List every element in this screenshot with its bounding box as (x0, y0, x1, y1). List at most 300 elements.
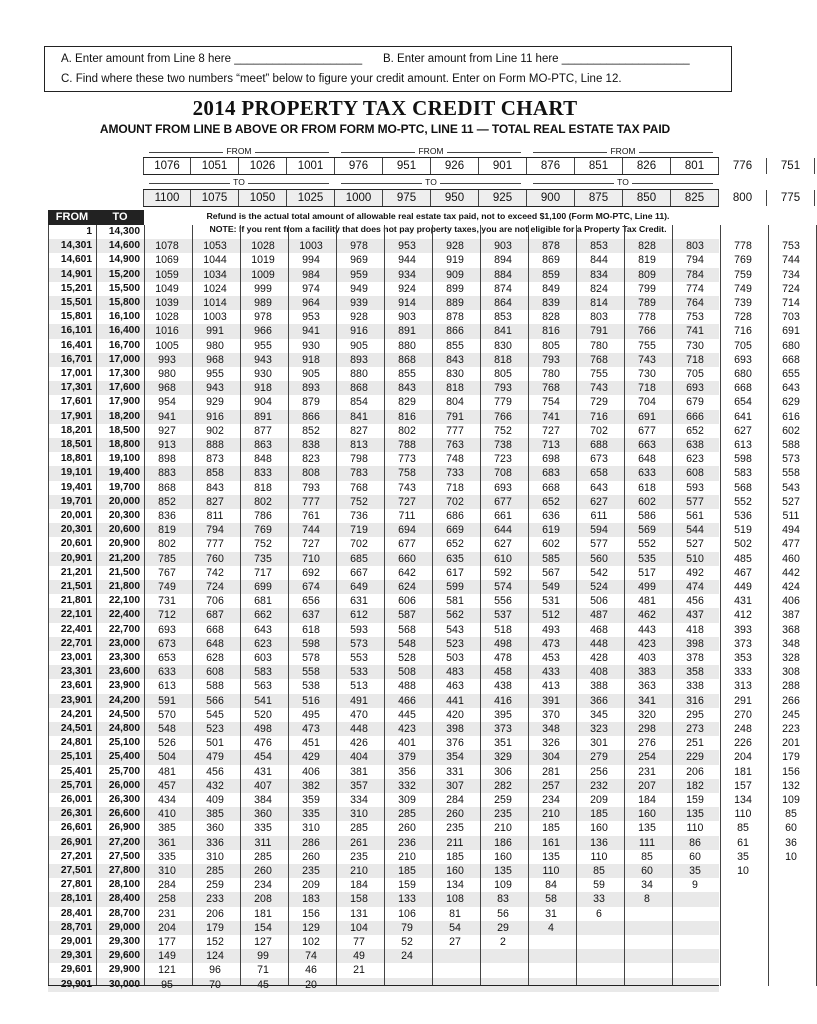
credit-cell: 749 (158, 581, 176, 593)
column-to-value: 775 (767, 190, 815, 206)
credit-cell: 618 (638, 481, 656, 494)
row-from-value: 23,901 (60, 694, 92, 706)
credit-cell: 704 (638, 396, 656, 409)
credit-cell: 354 (446, 751, 464, 764)
credit-cell: 829 (398, 396, 416, 409)
credit-cell: 473 (542, 637, 560, 650)
credit-cell: 827 (206, 495, 224, 508)
credit-cell: 186 (494, 836, 512, 849)
credit-cell: 481 (158, 765, 176, 778)
instruction-c: C. Find where these two numbers “meet” below to figure your credit amount. Enter on Form MO-PTC, Line 12. (61, 73, 622, 85)
credit-cell: 416 (494, 694, 512, 707)
credit-cell: 673 (158, 637, 176, 650)
row-to-value: 23,900 (108, 680, 140, 692)
credit-cell: 458 (494, 666, 512, 679)
row-to-value: 26,300 (108, 794, 140, 805)
credit-cell: 273 (686, 723, 704, 735)
credit-cell: 566 (206, 694, 224, 707)
credit-cell: 780 (542, 368, 560, 380)
credit-cell: 577 (590, 538, 608, 551)
credit-cell: 558 (782, 467, 800, 480)
credit-cell: 602 (638, 495, 656, 508)
credit-cell: 880 (350, 368, 368, 380)
credit-cell: 738 (494, 439, 512, 451)
row-from-value: 19,701 (60, 495, 92, 507)
credit-cell: 702 (590, 424, 608, 437)
credit-cell: 930 (254, 368, 272, 380)
column-to-row (143, 189, 801, 207)
row-to-header: TO (112, 211, 128, 223)
credit-cell: 924 (398, 282, 416, 295)
credit-cell: 1028 (251, 240, 275, 253)
credit-cell: 560 (590, 552, 608, 565)
credit-cell: 919 (446, 254, 464, 267)
credit-cell: 652 (542, 495, 560, 508)
row-from-value: 26,001 (60, 794, 92, 805)
credit-cell: 780 (590, 339, 608, 352)
credit-cell: 135 (494, 865, 512, 877)
credit-cell: 693 (494, 481, 512, 494)
row-from-value: 28,101 (60, 893, 92, 905)
credit-cell: 418 (686, 623, 704, 636)
credit-cell: 85 (737, 822, 749, 835)
credit-cell: 223 (782, 723, 800, 735)
credit-cell: 593 (350, 623, 368, 636)
row-to-value: 24,200 (108, 694, 140, 706)
credit-cell: 663 (638, 439, 656, 451)
credit-cell: 843 (446, 353, 464, 366)
credit-cell: 159 (398, 879, 416, 892)
credit-cell: 102 (302, 936, 320, 948)
credit-cell: 391 (542, 694, 560, 707)
credit-cell: 803 (590, 311, 608, 324)
credit-cell: 260 (446, 808, 464, 821)
credit-cell: 827 (350, 424, 368, 437)
credit-cell: 523 (446, 637, 464, 650)
credit-cell: 1005 (155, 339, 179, 352)
credit-cell: 256 (590, 765, 608, 778)
credit-cell: 348 (542, 723, 560, 735)
credit-cell: 157 (734, 779, 752, 792)
credit-cell: 508 (398, 666, 416, 679)
credit-cell: 808 (302, 467, 320, 480)
credit-cell: 718 (446, 481, 464, 494)
credit-cell: 494 (782, 524, 800, 537)
credit-cell: 328 (782, 652, 800, 664)
credit-cell: 916 (206, 410, 224, 423)
credit-cell: 111 (638, 836, 656, 849)
credit-cell: 637 (302, 609, 320, 622)
row-from-value: 15,501 (60, 297, 92, 308)
credit-cell: 794 (686, 254, 704, 267)
row-from-value: 17,001 (60, 368, 92, 379)
credit-cell: 783 (350, 467, 368, 480)
credit-cell: 929 (206, 396, 224, 409)
credit-cell: 136 (590, 836, 608, 849)
credit-cell: 502 (734, 538, 752, 551)
credit-cell: 285 (254, 850, 272, 863)
credit-cell: 10 (785, 850, 797, 863)
credit-cell: 902 (206, 424, 224, 437)
credit-cell: 927 (158, 424, 176, 437)
column-to-value: 1100 (143, 190, 191, 206)
credit-cell: 702 (446, 495, 464, 508)
column-from-row (143, 157, 801, 175)
credit-cell: 182 (686, 779, 704, 792)
credit-cell: 466 (398, 694, 416, 707)
credit-cell: 307 (446, 779, 464, 792)
credit-cell: 853 (494, 311, 512, 324)
credit-cell: 420 (446, 708, 464, 721)
to-label: TO (230, 177, 248, 187)
column-separator (48, 225, 49, 986)
column-separator (576, 225, 577, 986)
credit-cell: 641 (734, 410, 752, 423)
credit-cell: 944 (398, 254, 416, 267)
credit-cell: 437 (686, 609, 704, 622)
credit-cell: 456 (206, 765, 224, 778)
credit-cell: 360 (206, 822, 224, 835)
row-from-value: 28,701 (60, 921, 92, 933)
credit-cell: 516 (302, 694, 320, 707)
credit-cell: 864 (494, 297, 512, 309)
credit-cell: 408 (590, 666, 608, 679)
credit-cell: 868 (350, 382, 368, 395)
credit-cell: 85 (641, 850, 653, 863)
row-to-value: 23,300 (108, 652, 140, 663)
credit-cell: 457 (158, 779, 176, 792)
credit-cell: 556 (494, 595, 512, 608)
credit-cell: 855 (398, 368, 416, 380)
credit-cell: 629 (782, 396, 800, 409)
credit-cell: 913 (158, 439, 176, 451)
row-to-value: 18,500 (108, 424, 140, 436)
credit-cell: 855 (446, 339, 464, 352)
credit-cell: 257 (542, 779, 560, 792)
credit-cell: 677 (638, 424, 656, 437)
credit-cell: 953 (398, 240, 416, 253)
credit-cell: 768 (350, 481, 368, 494)
credit-cell: 852 (158, 495, 176, 508)
credit-cell: 398 (446, 723, 464, 735)
row-to-value: 20,000 (108, 495, 140, 507)
row-from-value: 17,601 (60, 396, 92, 408)
row-to-value: 29,900 (108, 964, 140, 976)
credit-cell: 693 (686, 382, 704, 395)
credit-cell: 135 (638, 822, 656, 835)
row-from-value: 24,801 (60, 737, 92, 749)
credit-cell: 85 (593, 865, 605, 877)
credit-cell: 914 (398, 297, 416, 309)
row-to-value: 29,000 (108, 921, 140, 933)
credit-cell: 384 (254, 794, 272, 806)
column-separator (528, 225, 529, 986)
credit-cell: 710 (302, 552, 320, 565)
credit-cell: 185 (590, 808, 608, 821)
credit-cell: 759 (734, 268, 752, 281)
credit-cell: 434 (158, 794, 176, 806)
column-to-value: 1075 (191, 190, 239, 206)
credit-cell: 727 (302, 538, 320, 551)
credit-cell: 703 (782, 311, 800, 324)
credit-cell: 705 (686, 368, 704, 380)
row-to-value: 17,600 (108, 382, 140, 394)
row-from-value: 29,901 (60, 978, 92, 990)
column-from-value: 876 (527, 158, 575, 174)
to-label-strip (143, 177, 719, 189)
row-to-value: 25,700 (108, 765, 140, 777)
credit-cell: 177 (158, 936, 176, 948)
credit-cell: 381 (350, 765, 368, 778)
to-label: TO (614, 177, 632, 187)
credit-cell: 84 (545, 879, 557, 892)
credit-cell: 612 (350, 609, 368, 622)
credit-cell: 483 (446, 666, 464, 679)
credit-cell: 403 (638, 652, 656, 664)
credit-cell: 211 (446, 836, 464, 849)
row-from-value: 25,101 (60, 751, 92, 763)
credit-cell: 791 (446, 410, 464, 423)
credit-cell: 799 (638, 282, 656, 295)
page-title: 2014 PROPERTY TAX CREDIT CHART (192, 96, 578, 120)
credit-cell: 613 (734, 439, 752, 451)
row-to-value: 22,100 (108, 595, 140, 607)
credit-cell: 491 (350, 694, 368, 707)
row-from-value: 20,901 (60, 552, 92, 564)
credit-cell: 258 (158, 893, 176, 906)
credit-cell: 99 (257, 950, 269, 963)
credit-cell: 874 (494, 282, 512, 295)
page-subtitle: AMOUNT FROM LINE B ABOVE OR FROM FORM MO-PTC, LINE 11 — TOTAL REAL ESTATE TAX PAID (99, 122, 671, 136)
credit-cell: 941 (158, 410, 176, 423)
credit-cell: 235 (350, 850, 368, 863)
credit-cell: 777 (446, 424, 464, 437)
credit-cell: 1069 (155, 254, 179, 267)
credit-cell: 179 (206, 921, 224, 934)
row-from-value: 23,601 (60, 680, 92, 692)
credit-cell: 1014 (203, 297, 227, 309)
credit-cell: 121 (158, 964, 176, 977)
row-to-value: 21,200 (108, 552, 140, 564)
column-from-value: 776 (719, 158, 767, 174)
credit-cell: 702 (350, 538, 368, 551)
credit-cell: 56 (497, 907, 509, 920)
credit-cell: 742 (206, 566, 224, 579)
credit-cell: 766 (638, 325, 656, 338)
row-from-value: 21,501 (60, 581, 92, 592)
credit-cell: 677 (398, 538, 416, 551)
credit-cell: 456 (686, 595, 704, 608)
credit-cell: 184 (350, 879, 368, 892)
row-to-value: 28,700 (108, 907, 140, 919)
credit-cell: 310 (302, 822, 320, 835)
credit-cell: 718 (638, 382, 656, 395)
credit-cell: 129 (302, 921, 320, 934)
column-separator (240, 225, 241, 986)
label-group (143, 177, 335, 187)
credit-cell: 438 (494, 680, 512, 693)
credit-cell: 1053 (203, 240, 227, 253)
credit-cell: 888 (206, 439, 224, 451)
credit-cell: 688 (590, 439, 608, 451)
credit-cell: 592 (494, 566, 512, 579)
credit-cell: 802 (254, 495, 272, 508)
credit-cell: 749 (734, 282, 752, 295)
credit-cell: 844 (590, 254, 608, 267)
credit-cell: 769 (254, 524, 272, 537)
credit-cell: 891 (398, 325, 416, 338)
credit-cell: 693 (158, 623, 176, 636)
credit-cell: 899 (446, 282, 464, 295)
credit-cell: 160 (590, 822, 608, 835)
credit-cell: 543 (446, 623, 464, 636)
credit-cell: 753 (782, 240, 800, 253)
credit-cell: 680 (782, 339, 800, 352)
credit-cell: 498 (254, 723, 272, 735)
credit-cell: 980 (206, 339, 224, 352)
credit-cell: 353 (734, 652, 752, 664)
credit-cell: 245 (782, 708, 800, 721)
credit-cell: 727 (398, 495, 416, 508)
credit-cell: 431 (734, 595, 752, 608)
credit-cell: 767 (158, 566, 176, 579)
row-to-value: 19,400 (108, 467, 140, 479)
credit-cell: 743 (638, 353, 656, 366)
credit-cell: 905 (302, 368, 320, 380)
row-from-value: 20,301 (60, 524, 92, 536)
credit-cell: 918 (302, 353, 320, 366)
credit-cell: 285 (206, 865, 224, 877)
credit-cell: 548 (158, 723, 176, 735)
row-to-value: 17,300 (108, 368, 140, 379)
credit-cell: 1003 (203, 311, 227, 324)
eligibility-note: NOTE: If you rent from a facility that does not pay property taxes, you are not eligible for a Property Tax Credit. (209, 224, 667, 234)
row-from-value: 22,101 (60, 609, 92, 621)
credit-cell: 777 (302, 495, 320, 508)
credit-cell: 868 (398, 353, 416, 366)
credit-cell: 627 (494, 538, 512, 551)
credit-cell: 406 (302, 765, 320, 778)
credit-cell: 260 (398, 822, 416, 835)
credit-cell: 313 (734, 680, 752, 693)
credit-cell: 916 (350, 325, 368, 338)
credit-cell: 413 (542, 680, 560, 693)
credit-cell: 382 (302, 779, 320, 792)
credit-cell: 10 (737, 865, 749, 877)
credit-cell: 1028 (155, 311, 179, 324)
credit-cell: 573 (350, 637, 368, 650)
credit-cell: 524 (590, 581, 608, 593)
credit-cell: 766 (494, 410, 512, 423)
credit-cell: 685 (350, 552, 368, 565)
credit-cell: 903 (494, 240, 512, 253)
row-from-value: 15,801 (60, 311, 92, 323)
credit-cell: 848 (254, 453, 272, 466)
credit-cell: 993 (158, 353, 176, 366)
credit-cell: 893 (350, 353, 368, 366)
credit-cell: 210 (494, 822, 512, 835)
credit-cell: 160 (446, 865, 464, 877)
credit-cell: 773 (398, 453, 416, 466)
credit-cell: 432 (206, 779, 224, 792)
credit-cell: 235 (302, 865, 320, 877)
credit-cell: 329 (494, 751, 512, 764)
row-from-value: 27,201 (60, 850, 92, 862)
credit-cell: 968 (158, 382, 176, 395)
credit-cell: 627 (734, 424, 752, 437)
credit-cell: 361 (158, 836, 176, 849)
credit-cell: 527 (686, 538, 704, 551)
credit-cell: 501 (206, 737, 224, 750)
column-separator (384, 225, 385, 986)
column-from-value: 826 (623, 158, 671, 174)
credit-cell: 1024 (203, 282, 227, 295)
credit-cell: 778 (734, 240, 752, 253)
credit-cell: 1044 (203, 254, 227, 267)
credit-cell: 234 (542, 794, 560, 806)
credit-cell: 727 (542, 424, 560, 437)
row-from-value: 18,201 (60, 424, 92, 436)
credit-cell: 134 (446, 879, 464, 892)
credit-cell: 658 (590, 467, 608, 480)
credit-cell: 955 (254, 339, 272, 352)
credit-cell: 284 (158, 879, 176, 892)
credit-cell: 652 (686, 424, 704, 437)
row-to-value: 25,400 (108, 751, 140, 763)
credit-cell: 231 (638, 765, 656, 778)
credit-cell: 741 (686, 325, 704, 338)
credit-cell: 789 (638, 297, 656, 309)
from-label: FROM (415, 146, 446, 156)
credit-cell: 644 (494, 524, 512, 537)
label-group (527, 146, 719, 156)
credit-cell: 755 (638, 339, 656, 352)
credit-cell: 793 (542, 353, 560, 366)
credit-cell: 568 (398, 623, 416, 636)
credit-cell: 968 (206, 353, 224, 366)
credit-cell: 891 (254, 410, 272, 423)
instructions-box (44, 46, 732, 92)
credit-cell: 769 (734, 254, 752, 267)
credit-cell: 713 (542, 439, 560, 451)
credit-cell: 969 (350, 254, 368, 267)
column-separator (432, 225, 433, 986)
credit-cell: 1059 (155, 268, 179, 281)
credit-cell: 481 (638, 595, 656, 608)
credit-cell: 616 (782, 410, 800, 423)
credit-cell: 229 (686, 751, 704, 764)
credit-cell: 288 (782, 680, 800, 693)
credit-cell: 991 (206, 325, 224, 338)
credit-cell: 185 (542, 822, 560, 835)
credit-cell: 823 (302, 453, 320, 466)
credit-cell: 135 (542, 850, 560, 863)
row-from-value: 27,501 (60, 865, 92, 876)
credit-cell: 563 (254, 680, 272, 693)
credit-cell: 594 (590, 524, 608, 537)
credit-cell: 635 (446, 552, 464, 565)
credit-cell: 552 (638, 538, 656, 551)
credit-cell: 585 (542, 552, 560, 565)
credit-cell: 608 (206, 666, 224, 679)
credit-cell: 608 (686, 467, 704, 480)
row-from-value: 24,201 (60, 708, 92, 720)
credit-cell: 824 (590, 282, 608, 295)
credit-cell: 818 (494, 353, 512, 366)
credit-cell: 730 (686, 339, 704, 352)
credit-cell: 451 (302, 737, 320, 750)
credit-cell: 567 (542, 566, 560, 579)
